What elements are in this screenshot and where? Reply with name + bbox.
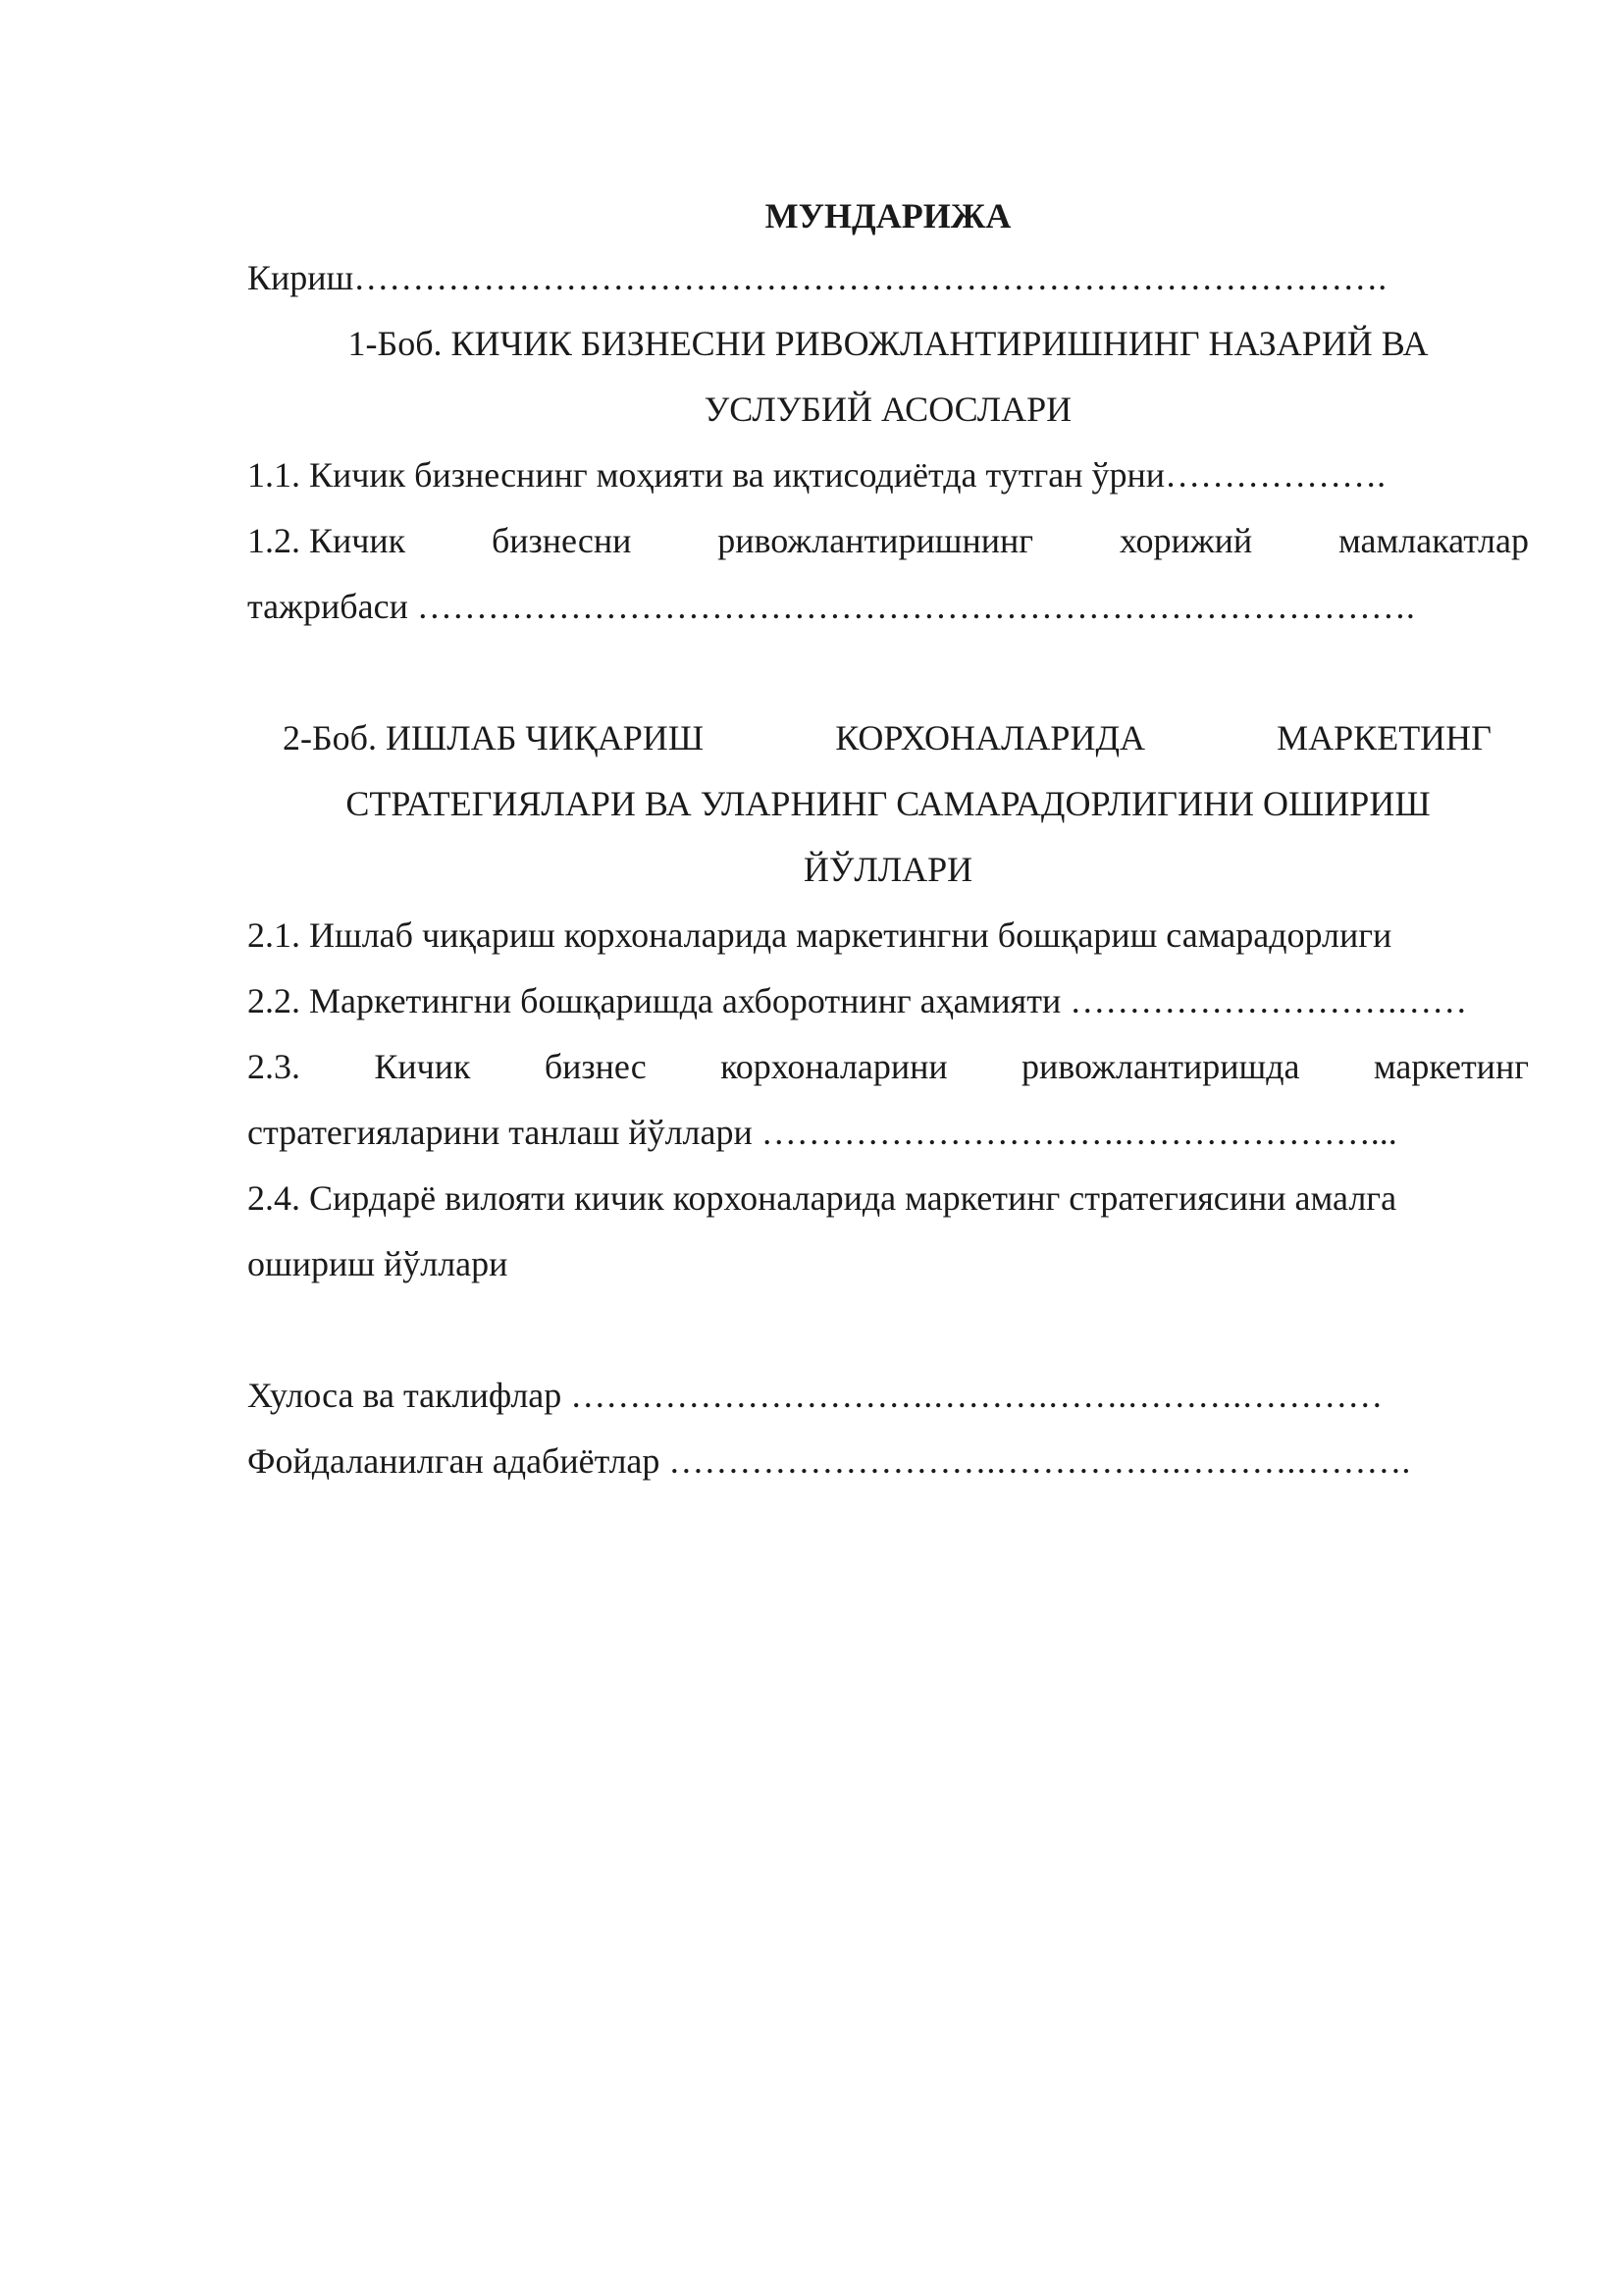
toc-word: ривожлантиришда [1022,1047,1300,1086]
toc-word: ривожлантиришнинг [717,521,1033,560]
toc-entry-1-2-line-2: тажрибаси …………………………………………………………………………. [247,587,1415,626]
page-title: МУНДАРИЖА [764,196,1012,235]
toc-entry-2-3-line-2: стратегияларини танлаш йўллари ………………………….…………………... [247,1113,1397,1152]
toc-word: бизнесни [491,521,632,560]
toc-word: хорижий [1119,521,1253,560]
chapter-1-heading-line-2: УСЛУБИЙ АСОСЛАРИ [704,390,1073,429]
toc-word: маркетинг [1373,1047,1529,1086]
chapter-2-heading-line-1 [247,705,1529,771]
toc-entry-1-1: 1.1. Кичик бизнеснинг моҳияти ва иқтисодиётда тутган ўрни………………. [247,455,1387,495]
toc-entry-2-4-line-1: 2.4. Сирдарё вилояти кичик корхоналарида маркетинг стратегиясини амалга [247,1178,1397,1218]
toc-word: Кичик [374,1047,471,1086]
toc-word: мамлакатлар [1337,521,1529,560]
toc-entry-references: Фойдаланилган адабиётлар ……………………….…………….……….………. [247,1441,1411,1481]
table-of-contents [247,186,1529,1494]
spacer [247,1297,1529,1363]
toc-entry-2-3-line-1 [247,1034,1529,1100]
toc-entry-1-2-line-1 [247,508,1529,574]
toc-entry-2-4-line-2: ошириш йўллари [247,1244,508,1283]
toc-entry-intro: Кириш……………………………………………………………………………. [247,258,1388,297]
heading-word: КОРХОНАЛАРИДА [835,718,1146,757]
toc-word: 2.3. [247,1047,300,1086]
heading-word: МАРКЕТИНГ [1277,718,1492,757]
toc-entry-conclusion: Хулоса ва таклифлар ………………………….……….…….……….………… [247,1376,1384,1415]
toc-entry-2-1: 2.1. Ишлаб чиқариш корхоналарида маркетингни бошқариш самарадорлиги [247,915,1392,955]
toc-word: 1.2. Кичик [247,521,406,560]
toc-word: бизнес [544,1047,647,1086]
heading-word: 2-Боб. ИШЛАБ ЧИҚАРИШ [283,718,705,757]
chapter-2-heading-line-2: СТРАТЕГИЯЛАРИ ВА УЛАРНИНГ САМАРАДОРЛИГИНИ ОШИРИШ [345,784,1431,823]
spacer [247,640,1529,705]
toc-word: корхоналарини [720,1047,948,1086]
chapter-2-heading-line-3: ЙЎЛЛАРИ [803,850,973,889]
chapter-1-heading-line-1: 1-Боб. КИЧИК БИЗНЕСНИ РИВОЖЛАНТИРИШНИНГ НАЗАРИЙ ВА [347,324,1429,363]
toc-entry-2-2: 2.2. Маркетингни бошқаришда ахборотнинг аҳамияти ……………………….…… [247,981,1468,1020]
